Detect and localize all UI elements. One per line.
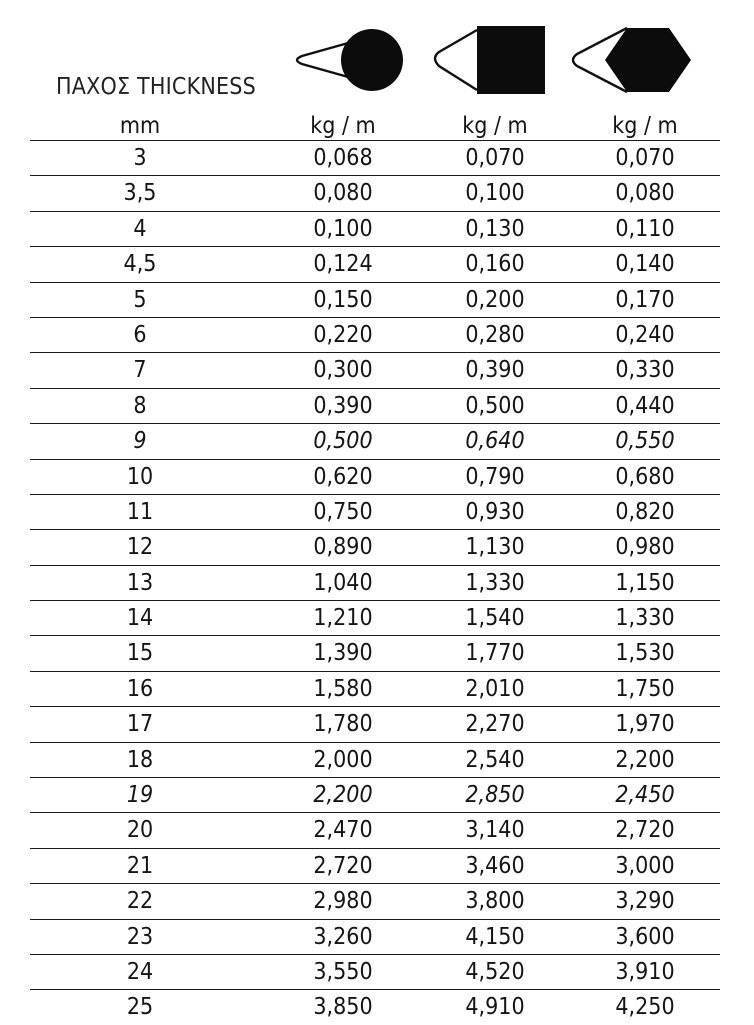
table-row (30, 600, 720, 635)
cell-square-weight: 0,130 (465, 215, 525, 242)
cell-round-weight: 0,390 (313, 392, 373, 419)
table-row (30, 954, 720, 989)
cell-thickness: 3 (133, 145, 147, 171)
cell-square-weight: 0,070 (465, 145, 525, 171)
hexagon-bar-icon (565, 20, 695, 100)
round-bar-icon (290, 20, 414, 100)
cell-square-weight: 3,140 (465, 817, 525, 844)
table-row (30, 848, 720, 883)
cell-hexagon-weight: 2,450 (615, 782, 675, 809)
cell-square-weight: 1,330 (465, 569, 525, 596)
cell-round-weight: 3,850 (313, 994, 373, 1021)
cell-round-weight: 0,100 (313, 215, 373, 242)
cell-hexagon-weight: 0,070 (615, 145, 675, 171)
cell-round-weight: 0,890 (313, 534, 373, 561)
cell-hexagon-weight: 1,750 (615, 675, 675, 702)
cell-square-weight: 3,800 (465, 888, 525, 915)
table-row (30, 565, 720, 600)
cell-round-weight: 0,500 (313, 428, 373, 455)
table-row (30, 989, 720, 1024)
cell-square-weight: 1,770 (465, 640, 525, 667)
cell-hexagon-weight: 0,170 (615, 286, 675, 313)
cell-square-weight: 2,270 (465, 711, 525, 738)
table-row (30, 352, 720, 387)
units-header-row (30, 112, 720, 140)
table-row (30, 919, 720, 954)
cell-thickness: 19 (126, 782, 154, 809)
cell-round-weight: 3,550 (313, 958, 373, 985)
table-row (30, 282, 720, 317)
cell-hexagon-weight: 1,330 (615, 605, 675, 632)
cell-hexagon-weight: 3,600 (615, 923, 675, 950)
table-row (30, 706, 720, 741)
cell-square-weight: 0,200 (465, 286, 525, 313)
cell-hexagon-weight: 1,150 (615, 569, 675, 596)
cell-thickness: 3,5 (123, 180, 157, 207)
cell-hexagon-weight: 0,080 (615, 180, 675, 207)
cell-hexagon-weight: 0,980 (615, 534, 675, 561)
table-row (30, 883, 720, 918)
cell-thickness: 6 (133, 321, 147, 348)
cell-thickness: 8 (133, 392, 147, 419)
cell-thickness: 9 (133, 428, 147, 455)
table-row (30, 671, 720, 706)
table-row (30, 317, 720, 352)
table-row (30, 423, 720, 458)
cell-square-weight: 2,850 (465, 782, 525, 809)
cell-round-weight: 1,390 (313, 640, 373, 667)
cell-hexagon-weight: 0,240 (615, 321, 675, 348)
cell-thickness: 21 (126, 852, 154, 879)
cell-round-weight: 1,580 (313, 675, 373, 702)
cell-thickness: 14 (126, 605, 154, 632)
cell-round-weight: 2,200 (313, 782, 373, 809)
table-row (30, 742, 720, 777)
cell-thickness: 15 (126, 640, 154, 667)
cell-thickness: 23 (126, 923, 154, 950)
cell-square-weight: 4,910 (465, 994, 525, 1021)
cell-round-weight: 2,000 (313, 746, 373, 773)
cell-round-weight: 2,980 (313, 888, 373, 915)
cell-hexagon-weight: 0,140 (615, 251, 675, 278)
cell-thickness: 25 (126, 994, 154, 1021)
cell-square-weight: 2,010 (465, 675, 525, 702)
cell-round-weight: 0,068 (313, 145, 373, 171)
cell-thickness: 10 (126, 463, 154, 490)
cell-thickness: 18 (126, 746, 154, 773)
table-row (30, 494, 720, 529)
cell-round-weight: 0,620 (313, 463, 373, 490)
cell-hexagon-weight: 0,680 (615, 463, 675, 490)
cell-square-weight: 0,790 (465, 463, 525, 490)
unit-kg-per-m-round: kg / m (310, 113, 376, 139)
cell-square-weight: 4,150 (465, 923, 525, 950)
cell-round-weight: 0,220 (313, 321, 373, 348)
cell-square-weight: 3,460 (465, 852, 525, 879)
cell-square-weight: 0,500 (465, 392, 525, 419)
cell-square-weight: 0,280 (465, 321, 525, 348)
table-row (30, 529, 720, 564)
cell-thickness: 24 (126, 958, 154, 985)
table-row (30, 812, 720, 847)
square-bar-icon (425, 20, 549, 100)
cell-thickness: 20 (126, 817, 154, 844)
table-row (30, 140, 720, 175)
cell-hexagon-weight: 0,820 (615, 498, 675, 525)
unit-mm: mm (119, 113, 161, 139)
cell-thickness: 12 (126, 534, 154, 561)
table-row (30, 211, 720, 246)
cell-square-weight: 1,130 (465, 534, 525, 561)
table-row (30, 459, 720, 494)
cell-hexagon-weight: 0,440 (615, 392, 675, 419)
cell-hexagon-weight: 0,550 (615, 428, 675, 455)
cell-round-weight: 2,470 (313, 817, 373, 844)
cell-hexagon-weight: 2,720 (615, 817, 675, 844)
cell-square-weight: 0,390 (465, 357, 525, 384)
cell-square-weight: 4,520 (465, 958, 525, 985)
cell-hexagon-weight: 4,250 (615, 994, 675, 1021)
cell-square-weight: 0,100 (465, 180, 525, 207)
page-title: ΠΑΧΟΣ THICKNESS (56, 74, 256, 100)
cell-square-weight: 1,540 (465, 605, 525, 632)
cell-round-weight: 2,720 (313, 852, 373, 879)
cell-hexagon-weight: 1,970 (615, 711, 675, 738)
cell-round-weight: 0,750 (313, 498, 373, 525)
cell-hexagon-weight: 3,000 (615, 852, 675, 879)
cell-thickness: 17 (126, 711, 154, 738)
cell-round-weight: 1,040 (313, 569, 373, 596)
cell-round-weight: 0,080 (313, 180, 373, 207)
cell-thickness: 11 (126, 498, 154, 525)
table-row (30, 635, 720, 670)
cell-round-weight: 0,124 (313, 251, 373, 278)
cell-thickness: 13 (126, 569, 154, 596)
cell-round-weight: 3,260 (313, 923, 373, 950)
cell-hexagon-weight: 0,110 (615, 215, 675, 242)
cell-thickness: 22 (126, 888, 154, 915)
table-row (30, 777, 720, 812)
table-row (30, 246, 720, 281)
cell-hexagon-weight: 0,330 (615, 357, 675, 384)
cell-square-weight: 0,160 (465, 251, 525, 278)
cell-thickness: 4 (133, 215, 147, 242)
cell-thickness: 7 (133, 357, 147, 384)
cell-hexagon-weight: 1,530 (615, 640, 675, 667)
cell-hexagon-weight: 3,910 (615, 958, 675, 985)
cell-thickness: 4,5 (123, 251, 157, 278)
cell-square-weight: 2,540 (465, 746, 525, 773)
cell-square-weight: 0,930 (465, 498, 525, 525)
cell-round-weight: 0,150 (313, 286, 373, 313)
cell-hexagon-weight: 3,290 (615, 888, 675, 915)
cell-round-weight: 0,300 (313, 357, 373, 384)
table-row (30, 388, 720, 423)
cell-hexagon-weight: 2,200 (615, 746, 675, 773)
table-row (30, 175, 720, 210)
cell-thickness: 5 (133, 286, 147, 313)
weight-table (30, 140, 720, 1025)
unit-kg-per-m-hexagon: kg / m (612, 113, 678, 139)
cell-round-weight: 1,780 (313, 711, 373, 738)
unit-kg-per-m-square: kg / m (462, 113, 528, 139)
cell-square-weight: 0,640 (465, 428, 525, 455)
cell-round-weight: 1,210 (313, 605, 373, 632)
cell-thickness: 16 (126, 675, 154, 702)
